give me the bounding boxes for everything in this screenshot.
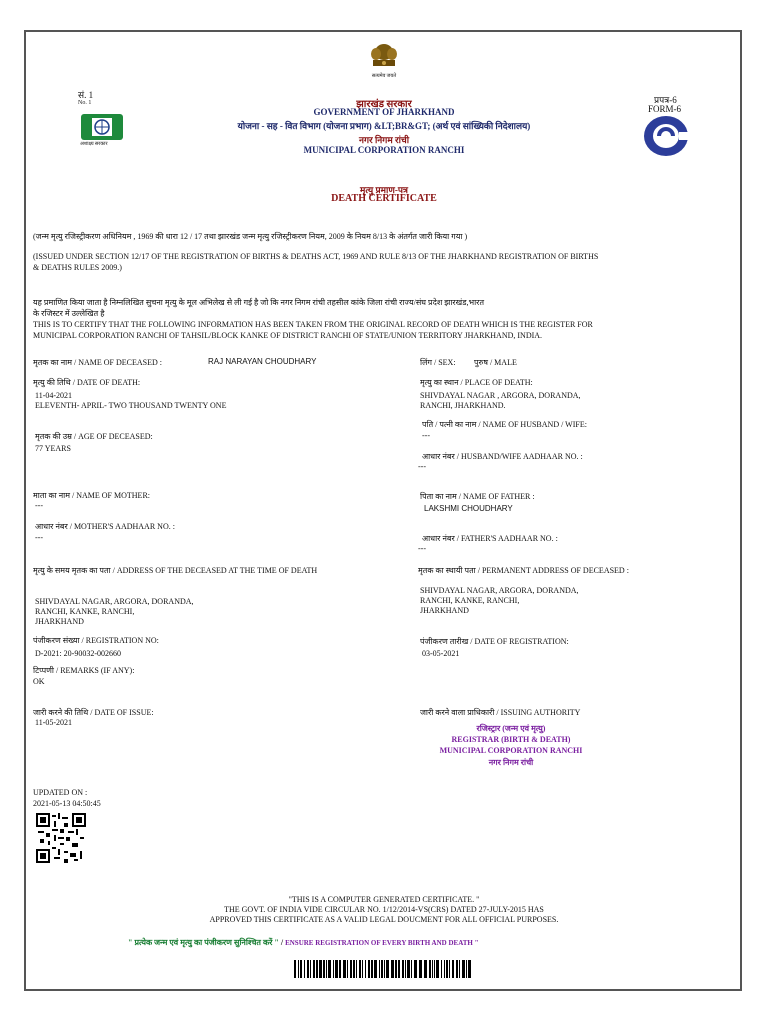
footer-slogan [128, 937, 478, 948]
authority-registrar-english: REGISTRAR (BIRTH & DEATH) [451, 735, 571, 744]
spouse-name-label: पति / पत्नी का नाम / NAME OF HUSBAND / WIFE: [422, 420, 587, 429]
registration-date-label: पंजीकरण तारीख / DATE OF REGISTRATION: [420, 637, 569, 646]
date-of-death-words: ELEVENTH- APRIL- TWO THOUSAND TWENTY ONE [35, 401, 227, 410]
certificate-title-english: DEATH CERTIFICATE [331, 193, 437, 204]
father-name-value: LAKSHMI CHOUDHARY [424, 504, 513, 513]
sex-label: लिंग / SEX: [420, 358, 456, 367]
permanent-address-line-2: RANCHI, KANKE, RANCHI, [420, 596, 520, 605]
certify-english-2: MUNICIPAL CORPORATION RANCHI OF TAHSIL/BLOCK KANKE OF DISTRICT RANCHI OF STATE/UNION TERRITORY JHARKHAND, INDIA. [33, 331, 543, 340]
address-at-death-line-3: JHARKHAND [35, 617, 84, 626]
serial-number-hindi: सं. 1 [78, 90, 94, 100]
permanent-address-line-1: SHIVDAYAL NAGAR, ARGORA, DORANDA, [420, 586, 579, 595]
slogan-separator: / [280, 938, 284, 947]
mother-name-value: --- [35, 501, 43, 510]
footer-legal-validity: APPROVED THIS CERTIFICATE AS A VALID LEGAL DOUCMENT FOR ALL OFFICIAL PURPOSES. [209, 915, 559, 924]
issued-under-english-2: & DEATHS RULES 2009.) [33, 263, 122, 272]
updated-on-value: 2021-05-13 04:50:45 [33, 799, 101, 808]
age-value: 77 YEARS [35, 444, 71, 453]
certify-english-1: THIS IS TO CERTIFY THAT THE FOLLOWING INFORMATION HAS BEEN TAKEN FROM THE ORIGINAL RECORD OF DEATH WHICH IS THE REGISTER FOR [33, 320, 593, 329]
spouse-aadhaar-label: आधार नंबर / HUSBAND/WIFE AADHAAR NO. : [422, 452, 583, 461]
place-of-death-line-1: SHIVDAYAL NAGAR , ARGORA, DORANDA, [420, 391, 581, 400]
certify-hindi-1: यह प्रमाणित किया जाता है निम्नलिखित सुचना मृत्यु के मूल अभिलेख से ली गई है जो कि नगर निगम रांची तहसील कांके जिला रांची राज्य/संघ प्रदेश झारखंड,भारत [33, 298, 485, 307]
national-emblem-icon [367, 42, 401, 77]
crs-logo-icon [641, 114, 691, 163]
mother-name-label: माता का नाम / NAME OF MOTHER: [33, 491, 151, 500]
sex-value: पुरुष / MALE [474, 358, 517, 367]
issued-under-hindi: (जन्म मृत्यु रजिस्ट्रीकरण अधिनियम , 1969 की धारा 12 / 17 तथा झारखंड जन्म मृत्यु रजिस्ट्रीकरण नियम, 2009 के नियम 8/13 के अंतर्गत जारी किया गया ) [33, 232, 468, 241]
place-of-death-line-2: RANCHI, JHARKHAND. [420, 401, 506, 410]
authority-corporation-hindi: नगर निगम रांची [488, 758, 534, 767]
corporation-name-english: MUNICIPAL CORPORATION RANCHI [303, 145, 465, 155]
address-at-death-line-1: SHIVDAYAL NAGAR, ARGORA, DORANDA, [35, 597, 194, 606]
updated-on-label: UPDATED ON : [33, 788, 88, 797]
qr-code-icon [36, 813, 86, 868]
slogan-english: ENSURE REGISTRATION OF EVERY BIRTH AND DEATH " [285, 939, 479, 947]
registration-number-value: D-2021: 20-90032-002660 [35, 649, 121, 658]
left-logo-caption: अशाक्ष्य सरकार [80, 142, 108, 147]
deceased-name-value: RAJ NARAYAN CHOUDHARY [208, 357, 317, 366]
father-aadhaar-value: --- [418, 544, 426, 553]
emblem-motto: सत्यमेव जयते [371, 74, 397, 79]
serial-number-english: No. 1 [78, 100, 92, 106]
place-of-death-label: मृत्यु का स्थान / PLACE OF DEATH: [420, 378, 533, 387]
department-line: योजना - सह - वित विभाग (योजना प्रभाग) &LT;BR&GT; (अर्थ एवं सांख्यिकी निदेशालय) [237, 121, 531, 131]
father-name-label: पिता का नाम / NAME OF FATHER : [420, 492, 535, 501]
father-aadhaar-label: आधार नंबर / FATHER'S AADHAAR NO. : [422, 534, 558, 543]
date-of-issue-value: 11-05-2021 [35, 718, 73, 727]
state-name-hindi: झारखंड सरकार [356, 99, 412, 110]
permanent-address-line-3: JHARKHAND [420, 606, 469, 615]
certify-hindi-2: के रजिस्टर में उल्लेखित है [33, 309, 105, 318]
certificate-title-hindi: मृत्यु प्रमाण-पत्र [360, 185, 408, 195]
form-number-english: FORM-6 [648, 104, 682, 114]
footer-computer-generated: "THIS IS A COMPUTER GENERATED CERTIFICATE. " [288, 895, 480, 904]
mother-aadhaar-value: --- [35, 533, 43, 542]
slogan-hindi: " प्रत्येक जन्म एवं मृत्यु का पंजीकरण सुनिश्चित करें " [128, 938, 279, 947]
mother-aadhaar-label: आधार नंबर / MOTHER'S AADHAAR NO. : [35, 522, 175, 531]
date-of-issue-label: जारी करने की तिथि / DATE OF ISSUE: [33, 708, 154, 717]
remarks-label: टिप्पणी / REMARKS (IF ANY): [33, 666, 135, 675]
issuing-authority-label: जारी करने वाला प्राधिकारी / ISSUING AUTHORITY [420, 708, 581, 717]
remarks-value: OK [33, 677, 45, 686]
spouse-aadhaar-value: --- [418, 462, 426, 471]
certificate-border [24, 30, 742, 991]
deceased-name-label: मृतक का नाम / NAME OF DECEASED : [33, 358, 163, 367]
date-of-death-label: मृत्यु की तिथि / DATE OF DEATH: [33, 378, 141, 387]
registration-date-value: 03-05-2021 [422, 649, 460, 658]
state-name-english: GOVERNMENT OF JHARKHAND [313, 107, 455, 117]
date-of-death-value: 11-04-2021 [35, 391, 73, 400]
authority-registrar-hindi: रजिस्ट्रार (जन्म एवं मृत्यु) [476, 724, 546, 733]
registration-number-label: पंजीकरण संख्या / REGISTRATION NO: [33, 636, 159, 645]
address-at-death-label: मृत्यु के समय मृतक का पता / ADDRESS OF THE DECEASED AT THE TIME OF DEATH [33, 566, 318, 575]
corporation-name-hindi: नगर निगम रांची [358, 135, 410, 145]
permanent-address-label: मृतक का स्थायी पता / PERMANENT ADDRESS OF DECEASED : [418, 566, 629, 575]
spouse-name-value: --- [422, 431, 430, 440]
authority-corporation-english: MUNICIPAL CORPORATION RANCHI [439, 746, 583, 755]
age-label: मृतक की उम्र / AGE OF DECEASED: [35, 432, 153, 441]
issued-under-english-1: (ISSUED UNDER SECTION 12/17 OF THE REGISTRATION OF BIRTHS & DEATHS ACT, 1969 AND RULE 8/13 OF THE JHARKHAND REGISTRATION OF BIRTHS [33, 252, 599, 261]
address-at-death-line-2: RANCHI, KANKE, RANCHI, [35, 607, 135, 616]
form-number-hindi: प्रपत्र-6 [654, 95, 677, 105]
footer-circular: THE GOVT. OF INDIA VIDE CIRCULAR NO. 1/12/2014-VS(CRS) DATED 27-JULY-2015 HAS [224, 905, 544, 914]
barcode-icon [294, 960, 474, 983]
